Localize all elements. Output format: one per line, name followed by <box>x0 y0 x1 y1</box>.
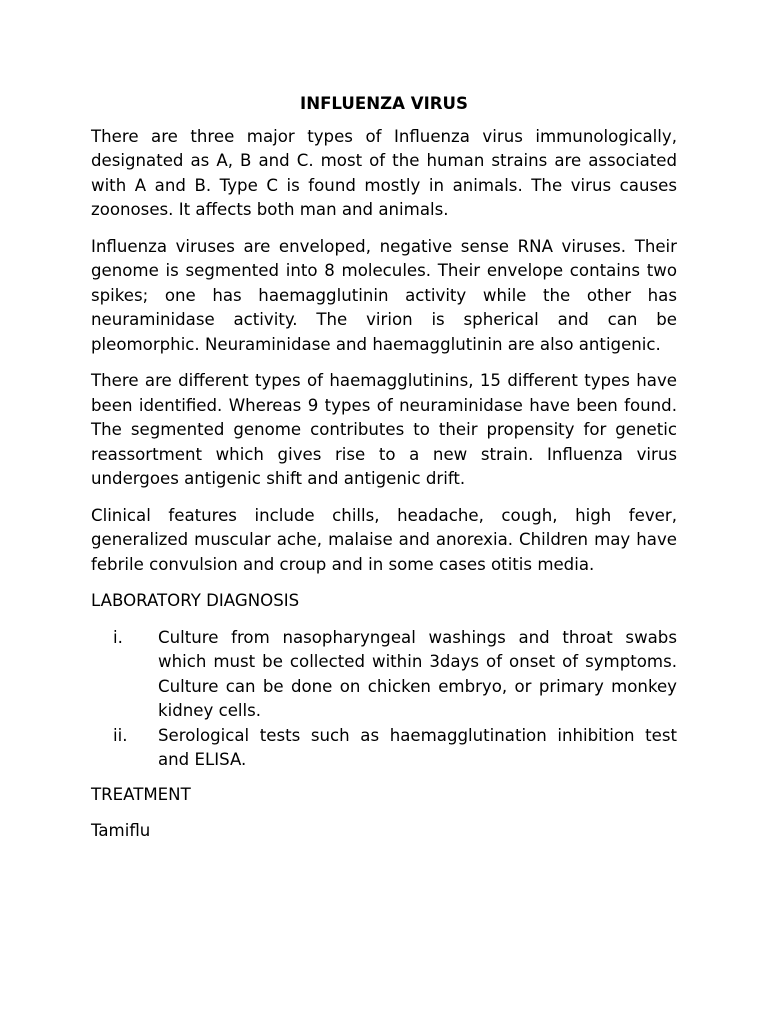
document-page <box>91 92 677 856</box>
treatment-heading: TREATMENT <box>91 784 191 804</box>
list-item-text: Serological tests such as haemagglutination inhibition test and ELISA. <box>158 725 677 769</box>
lab-diagnosis-heading: LABORATORY DIAGNOSIS <box>91 591 300 610</box>
list-marker: i. <box>113 627 123 647</box>
document-title: INFLUENZA VIRUS <box>300 94 468 113</box>
paragraph-types: There are three major types of Influenza virus immunologically, designated as A, B and C. most of the human strains are associated with A and B. Type C is found mostly in animals. The virus causes zoonoses. It affects both man and animals. <box>91 126 677 219</box>
paragraph-clinical-features: Clinical features include chills, headache, cough, high fever, generalized muscular ache, malaise and anorexia. Children may have febrile convulsion and croup and in some cases otitis media. <box>91 505 677 574</box>
list-marker: ii. <box>113 725 128 745</box>
list-item-text: Culture from nasopharyngeal washings and throat swabs which must be collected within 3days of onset of symptoms. Culture can be done on chicken embryo, or primary monkey kidney cells. <box>158 627 677 720</box>
list-item <box>91 626 677 724</box>
treatment-text: Tamiflu <box>91 821 151 840</box>
paragraph-antigens: There are different types of haemagglutinins, 15 different types have been identified. Whereas 9 types of neuraminidase have been found. The segmented genome contributes to their propensity for genetic reassortment which gives rise to a new strain. Influenza virus undergoes antigenic shift and antigenic drift. <box>91 371 677 488</box>
lab-diagnosis-list <box>91 626 677 773</box>
list-item <box>91 724 677 773</box>
paragraph-structure: Influenza viruses are enveloped, negative sense RNA viruses. Their genome is segmented into 8 molecules. Their envelope contains two spikes; one has haemagglutinin activity while the other has neuraminidase activity. The virion is spherical and can be pleomorphic. Neuraminidase and haemagglutinin are also antigenic. <box>91 236 677 354</box>
